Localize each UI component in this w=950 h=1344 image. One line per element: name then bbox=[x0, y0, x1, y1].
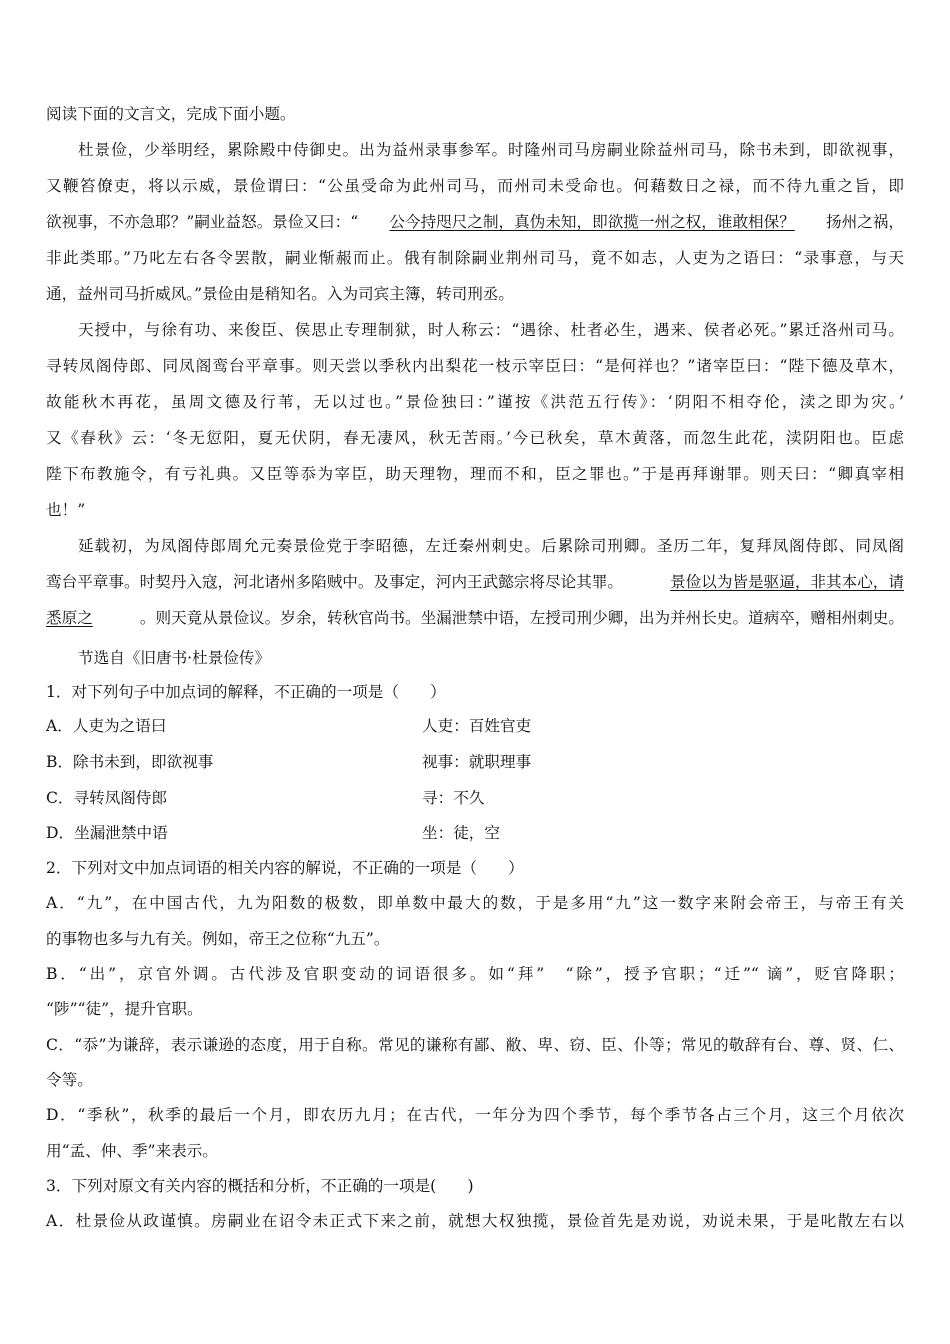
passage-p2-line: 又《春秋》云：‘冬无愆阳，夏无伏阴，春无凄风，秋无苦雨。’今已秋矣，草木黄落，而忽生此花，渎阴阳也。臣虑 bbox=[46, 429, 904, 447]
question-1-stem: 1．对下列句子中加点词的解释，不正确的一项是（ ） bbox=[46, 683, 446, 701]
underlined-sentence: 悉原之 bbox=[46, 609, 93, 627]
passage-p2-line: 陛下布教施令，有亏礼典。又臣等忝为宰臣，助天理物，理而不和，臣之罪也。”于是再拜谢罪。则天曰：“卿真宰相 bbox=[46, 465, 904, 483]
passage-p1-line bbox=[46, 212, 904, 232]
passage-p3-line bbox=[46, 608, 904, 628]
passage-p3-line bbox=[46, 572, 904, 592]
option-note: 坐：徒，空 bbox=[422, 824, 500, 842]
question-1-option-a bbox=[46, 716, 904, 736]
underlined-sentence: 景俭以为皆是驱逼，非其本心，请 bbox=[670, 573, 904, 591]
question-1-option-c bbox=[46, 788, 904, 808]
option-text: B．除书未到，即欲视事 bbox=[46, 753, 214, 771]
option-text: C．寻转凤阁侍郎 bbox=[46, 789, 168, 807]
passage-p1-line: 又鞭笞僚吏，将以示威，景俭谓曰：“公虽受命为此州司马，而州司未受命也。何藉数日之禄，而不待九重之旨，即 bbox=[46, 177, 904, 195]
passage-p2-line: 故能秋木再花，虽周文德及行苇，无以过也。”景俭独曰：”谨按《洪范五行传》：‘阴阳不相夺伦，渎之即为灾。’ bbox=[46, 393, 904, 411]
question-2-option-c: C．“忝”为谦辞，表示谦逊的态度，用于自称。常见的谦称有鄙、敝、卑、窃、臣、仆等；常见的敬辞有台、尊、贤、仁、 bbox=[46, 1036, 904, 1054]
option-text: D．坐漏泄禁中语 bbox=[46, 824, 168, 842]
question-2-option-c-cont: 令等。 bbox=[46, 1071, 93, 1089]
passage-p1-line: 杜景俭，少举明经，累除殿中侍御史。出为益州录事参军。时隆州司马房嗣业除益州司马，除书未到，即欲视事， bbox=[78, 141, 904, 159]
question-2-option-d: D．“季秋”，秋季的最后一个月，即农历九月；在古代，一年分为四个季节，每个季节各占三个月，这三个月依次 bbox=[46, 1106, 904, 1124]
question-1-option-d bbox=[46, 823, 904, 843]
passage-p3-line: 延载初，为凤阁侍郎周允元奏景俭党于李昭德，左迁秦州刺史。后累除司刑卿。圣历二年，复拜凤阁侍郎、同凤阁 bbox=[78, 537, 904, 555]
passage-p2-line: 也！” bbox=[46, 501, 86, 519]
question-1-option-b bbox=[46, 752, 904, 772]
option-text: A．人吏为之语曰 bbox=[46, 717, 167, 735]
question-2-option-d-cont: 用“孟、仲、季”来表示。 bbox=[46, 1142, 218, 1160]
question-2-option-a: A．“九”，在中国古代，九为阳数的极数，即单数中最大的数，于是多用“九”这一数字来附会帝王，与帝王有关 bbox=[46, 894, 904, 912]
question-2-option-b-cont: “陟”“徒”，提升官职。 bbox=[46, 1000, 203, 1018]
passage-source: 节选自《旧唐书·杜景俭传》 bbox=[78, 649, 271, 667]
question-3-stem: 3．下列对原文有关内容的概括和分析，不正确的一项是( ) bbox=[46, 1177, 474, 1195]
intro-line: 阅读下面的文言文，完成下面小题。 bbox=[46, 105, 296, 123]
question-2-option-b: B．“出”，京官外调。古代涉及官职变动的词语很多。如“拜” “除”，授予官职；“迁”“ 谪”，贬官降职； bbox=[46, 965, 904, 983]
option-note: 人吏：百姓官吏 bbox=[422, 717, 532, 735]
option-note: 寻：不久 bbox=[422, 789, 485, 807]
underlined-sentence: 公今持咫尺之制，真伪未知，即欲揽一州之权，谁敢相保？ bbox=[389, 213, 795, 231]
passage-text: 扬州之祸， bbox=[826, 213, 904, 231]
question-2-stem: 2．下列对文中加点词语的相关内容的解说，不正确的一项是（ ） bbox=[46, 859, 524, 877]
passage-p1-line: 非此类耶。”乃叱左右各令罢散，嗣业惭赧而止。俄有制除嗣业荆州司马，竟不如志，人吏为之语曰：“录事意，与天 bbox=[46, 249, 904, 267]
passage-text: 鸾台平章事。时契丹入寇，河北诸州多陷贼中。及事定，河内王武懿宗将尽论其罪。 bbox=[46, 573, 623, 591]
question-2-option-a-cont: 的事物也多与九有关。例如，帝王之位称“九五”。 bbox=[46, 930, 390, 948]
question-3-option-a: A．杜景俭从政谨慎。房嗣业在诏令未正式下来之前，就想大权独揽，景俭首先是劝说，劝说未果，于是叱散左右以 bbox=[46, 1212, 904, 1230]
passage-p2-line: 天授中，与徐有功、来俊臣、侯思止专理制狱，时人称云：“遇徐、杜者必生，遇来、侯者必死。”累迁洛州司马。 bbox=[78, 321, 904, 339]
option-note: 视事：就职理事 bbox=[422, 753, 532, 771]
passage-p1-line: 通，益州司马折威风。”景俭由是稍知名。入为司宾主簿，转司刑丞。 bbox=[46, 285, 514, 303]
passage-text: 。则天竟从景俭议。岁余，转秋官尚书。坐漏泄禁中语，左授司刑少卿，出为并州长史。道病卒，赠相州刺史。 bbox=[139, 609, 904, 627]
passage-p2-line: 寻转凤阁侍郎、同凤阁鸾台平章事。则天尝以季秋内出梨花一枝示宰臣曰：“是何祥也？”诸宰臣曰：“陛下德及草木， bbox=[46, 357, 904, 375]
passage-text: 欲视事，不亦急耶？”嗣业益怒。景俭又曰：“ bbox=[46, 213, 359, 231]
